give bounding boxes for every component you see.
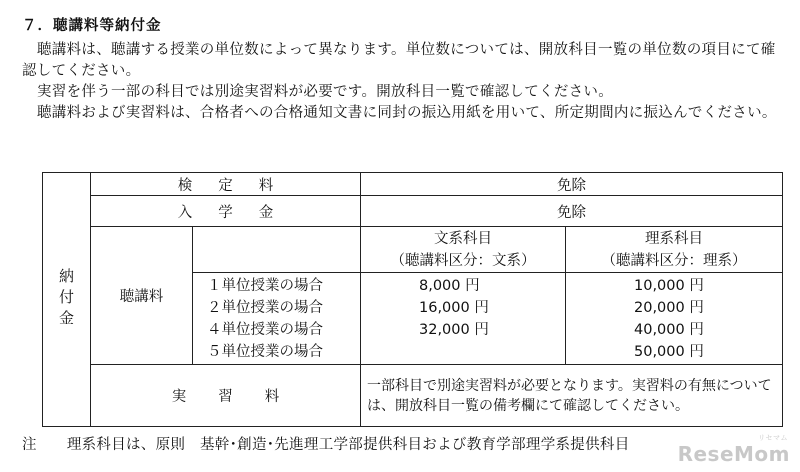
watermark-tag: リセマム: [758, 434, 788, 442]
unit-item: ５単位授業の場合: [207, 343, 323, 360]
paragraph-tuition: 聴講料は、聴講する授業の単位数によって異なります。単位数については、開放科目一覧の単位数の項目にて確認してください。: [22, 42, 776, 79]
exam-fee-label: 検定料: [91, 173, 361, 196]
tuition-header-blank: [193, 227, 361, 273]
humanities-fee: 16,000 円: [419, 299, 489, 316]
science-fee: 40,000 円: [634, 321, 704, 338]
humanities-header: [361, 227, 566, 273]
unit-item: ４単位授業の場合: [207, 321, 323, 338]
humanities-title: 文系科目: [434, 230, 492, 247]
humanities-fee: 32,000 円: [419, 321, 489, 338]
tuition-label: 聴講料: [91, 227, 193, 365]
practice-fee-label: 実習料: [91, 365, 361, 427]
exam-fee-row: [43, 173, 783, 196]
science-fees: [566, 273, 783, 365]
section-heading: ７．聴講料等納付金: [22, 18, 162, 34]
unit-list: [193, 273, 361, 365]
watermark-brand: ReseMom: [677, 442, 790, 466]
practice-fee-row: [43, 365, 783, 427]
footnote: [22, 433, 630, 454]
science-header: [566, 227, 783, 273]
admission-fee-row: [43, 196, 783, 227]
science-subtitle: （聴講料区分：理系）: [601, 252, 747, 269]
science-fee: 50,000 円: [634, 343, 704, 360]
exam-fee-value: 免除: [361, 173, 783, 196]
humanities-fee: [419, 341, 565, 363]
admission-fee-label: 入学金: [91, 196, 361, 227]
humanities-fees: [361, 273, 566, 365]
unit-item: １単位授業の場合: [207, 277, 323, 294]
footnote-text: 理系科目は、原則 基幹･創造･先進理工学部提供科目および教育学部理学系提供科目: [66, 437, 630, 453]
science-title: 理系科目: [645, 230, 703, 247]
humanities-subtitle: （聴講料区分：文系）: [390, 252, 536, 269]
fee-table: [42, 172, 783, 427]
footnote-mark: 注: [22, 437, 37, 453]
payment-group-label: 納付金: [57, 268, 75, 331]
science-fee: 20,000 円: [634, 299, 704, 316]
admission-fee-value: 免除: [361, 196, 783, 227]
unit-item: ２単位授業の場合: [207, 299, 323, 316]
science-fee: 10,000 円: [634, 277, 704, 294]
humanities-fee: 8,000 円: [419, 277, 480, 294]
paragraph-practice: 実習を伴う一部の科目では別途実習料が必要です。開放科目一覧で確認してください。: [37, 84, 614, 100]
practice-fee-note: 一部科目で別途実習料が必要となります。実習料の有無については、開放科目一覧の備考欄にて確認してください。: [361, 365, 783, 427]
resemom-watermark: [677, 434, 790, 466]
payment-group-cell: [43, 173, 91, 427]
tuition-header-row: [43, 227, 783, 273]
paragraph-payment: 聴講料および実習料は、合格者への合格通知文書に同封の振込用紙を用いて、所定期間内に振込んでください。: [37, 105, 777, 121]
